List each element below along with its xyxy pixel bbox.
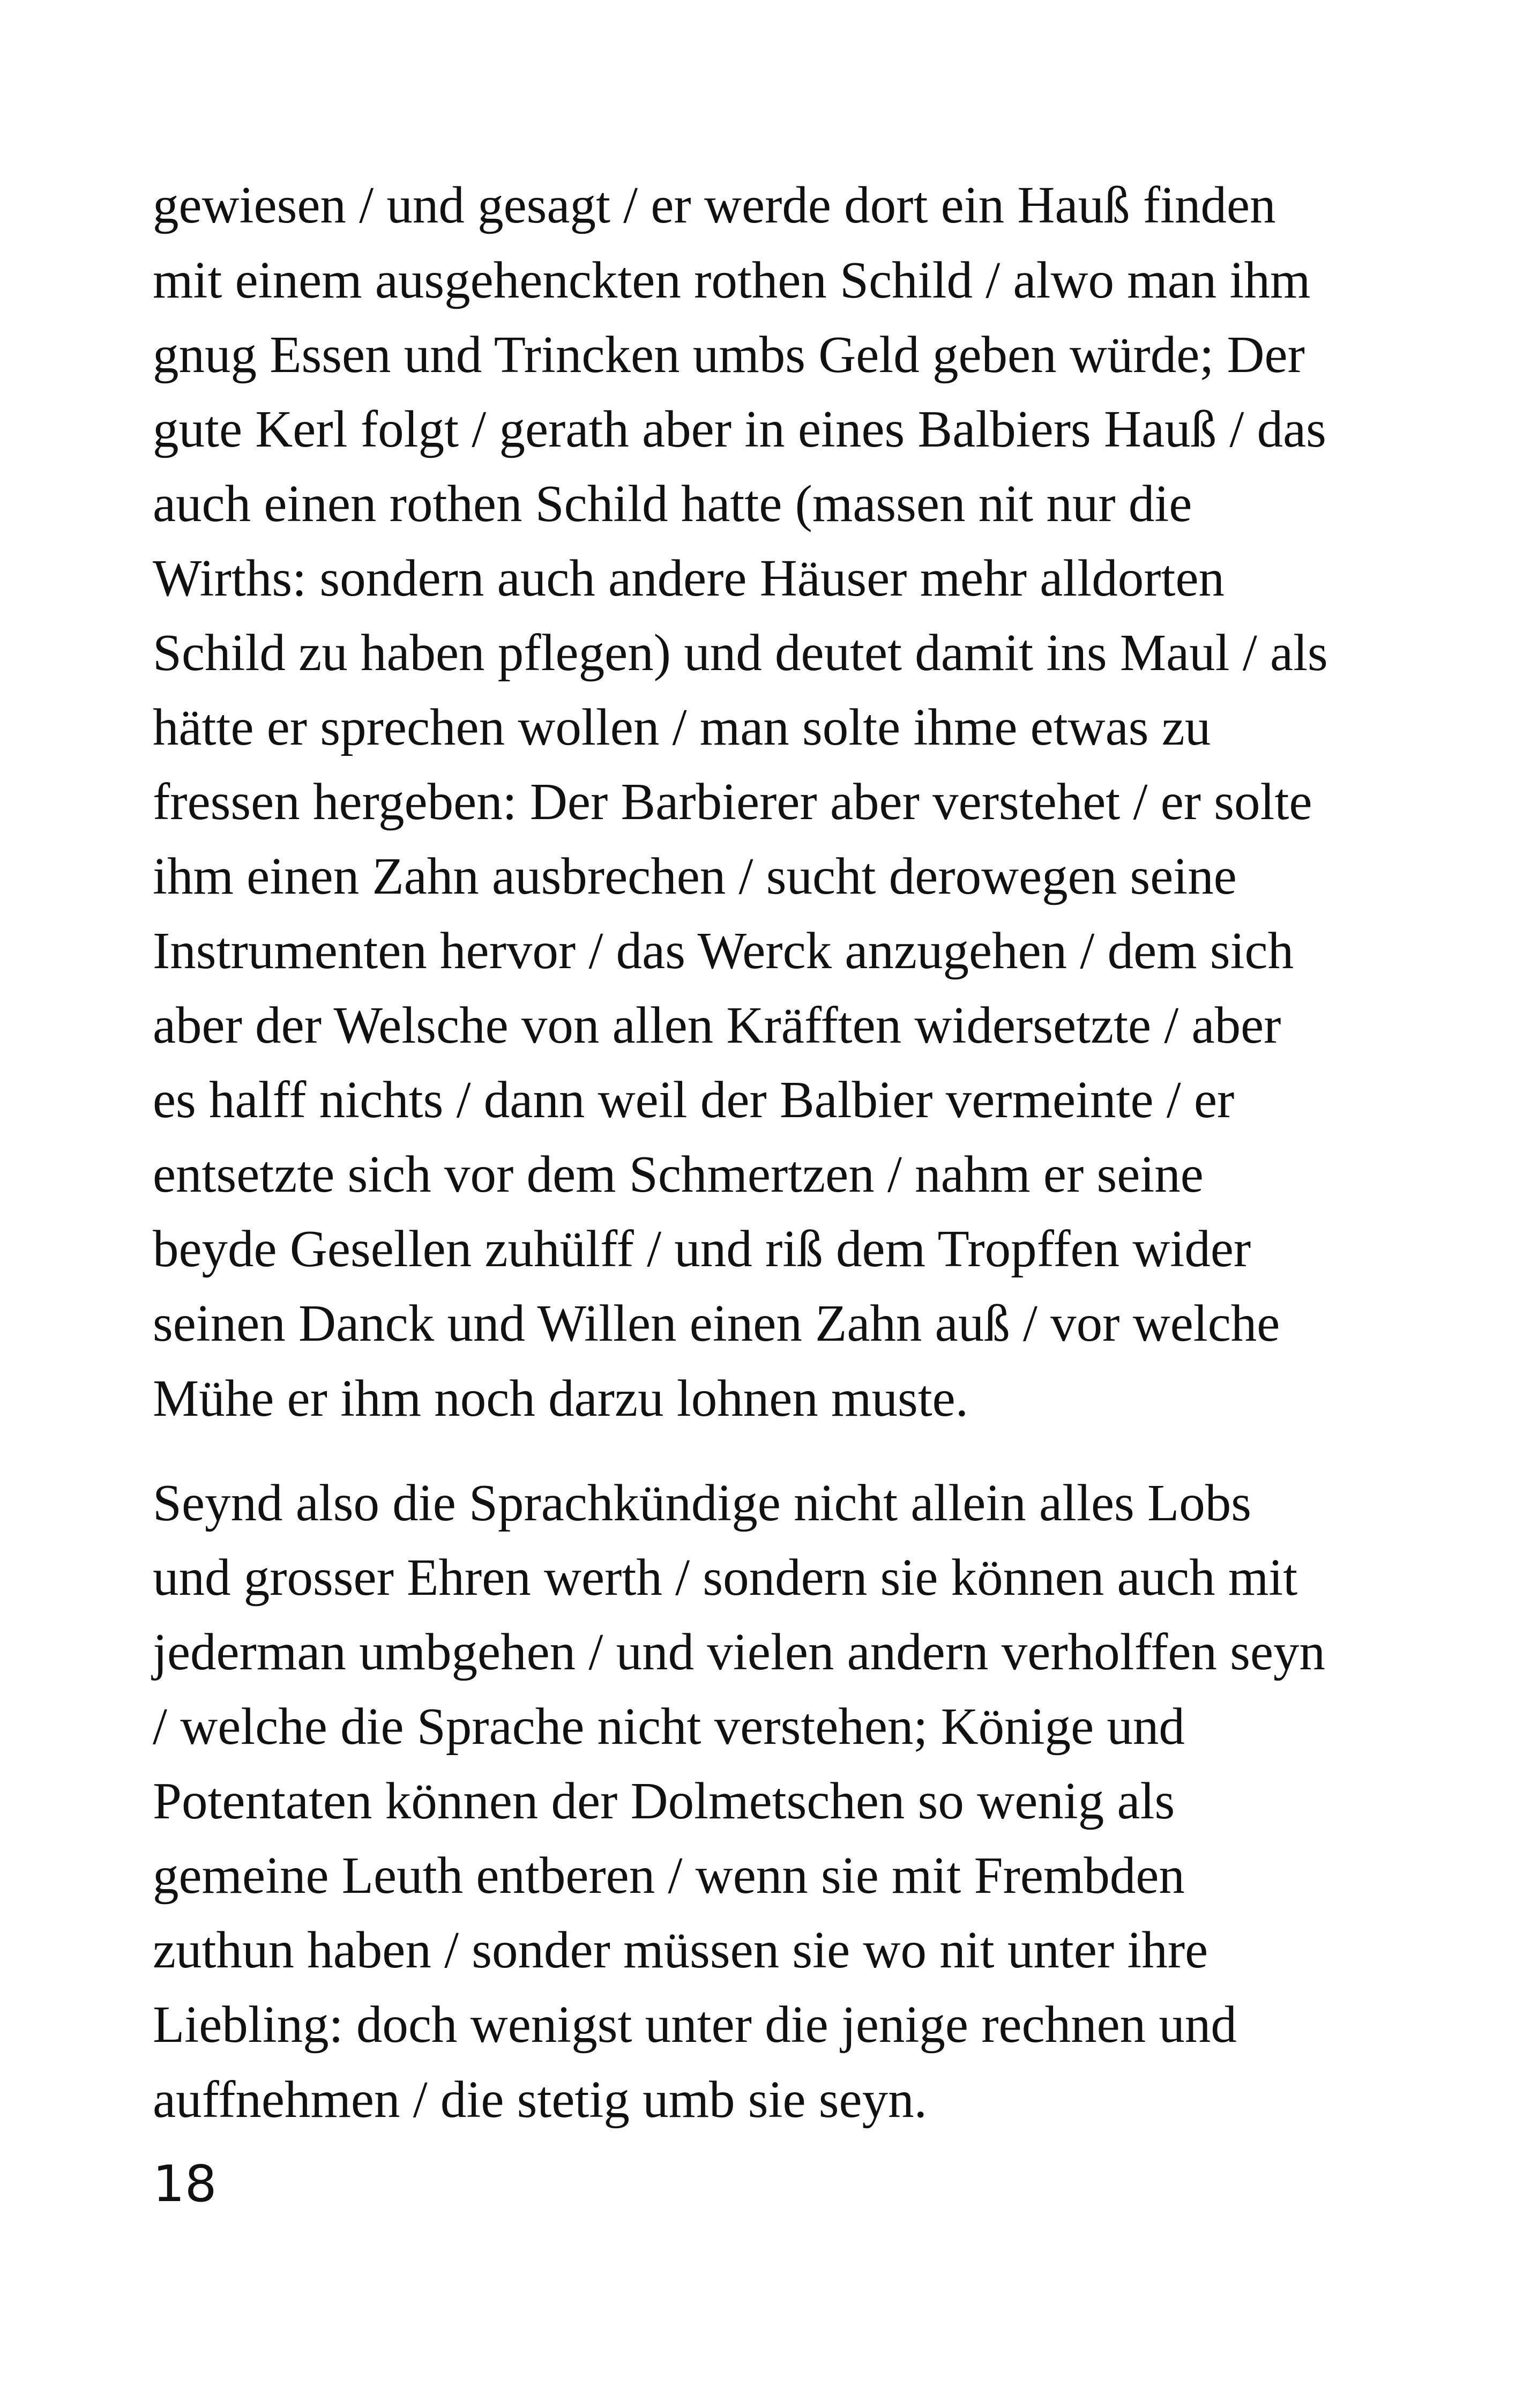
text-line: Seynd also die Sprachkündige nicht allein alles Lobs	[153, 1474, 1252, 1532]
text-line: beyde Gesellen zuhülff / und riß dem Tropffen wider	[153, 1220, 1251, 1277]
text-line: gute Kerl folgt / gerath aber in eines Balbiers Hauß / das	[153, 400, 1326, 458]
text-line: fressen hergeben: Der Barbierer aber verstehet / er solte	[153, 773, 1312, 830]
text-line: zuthun haben / sonder müssen sie wo nit unter ihre	[153, 1921, 1208, 1979]
text-line: gnug Essen und Trincken umbs Geld geben würde; Der	[153, 326, 1305, 383]
text-line: Potentaten können der Dolmetschen so wenig als	[153, 1772, 1175, 1830]
text-line: Mühe er ihm noch darzu lohnen muste.	[153, 1370, 968, 1427]
text-line: es halff nichts / dann weil der Balbier vermeinte / er	[153, 1071, 1235, 1128]
text-line: ihm einen Zahn ausbrechen / sucht derowegen seine	[153, 848, 1237, 905]
text-line: und grosser Ehren werth / sondern sie können auch mit	[153, 1549, 1298, 1606]
text-line: gewiesen / und gesagt / er werde dort ein Hauß finden	[153, 176, 1276, 234]
text-line: auffnehmen / die stetig umb sie seyn.	[153, 2071, 927, 2128]
text-line: Wirths: sondern auch andere Häuser mehr alldorten	[153, 549, 1225, 607]
text-line: entsetzte sich vor dem Schmertzen / nahm er seine	[153, 1146, 1204, 1203]
text-line: hätte er sprechen wollen / man solte ihme etwas zu	[153, 698, 1211, 756]
text-line: seinen Danck und Willen einen Zahn auß / vor welche	[153, 1295, 1280, 1352]
text-line: Instrumenten hervor / das Werck anzugehen / dem sich	[153, 922, 1294, 979]
text-line: aber der Welsche von allen Kräfften widersetzte / aber	[153, 997, 1281, 1054]
page-number: 18	[153, 2155, 217, 2213]
text-line: auch einen rothen Schild hatte (massen nit nur die	[153, 475, 1192, 532]
text-line: mit einem ausgehenckten rothen Schild / alwo man ihm	[153, 251, 1311, 309]
text-line: / welche die Sprache nicht verstehen; Könige und	[153, 1698, 1185, 1755]
text-line: gemeine Leuth entberen / wenn sie mit Frembden	[153, 1847, 1185, 1904]
text-line: Schild zu haben pflegen) und deutet damit ins Maul / als	[153, 624, 1328, 681]
text-line: Liebling: doch wenigst unter die jenige rechnen und	[153, 1996, 1237, 2053]
text-line: jederman umbgehen / und vielen andern verholffen seyn	[153, 1623, 1326, 1681]
